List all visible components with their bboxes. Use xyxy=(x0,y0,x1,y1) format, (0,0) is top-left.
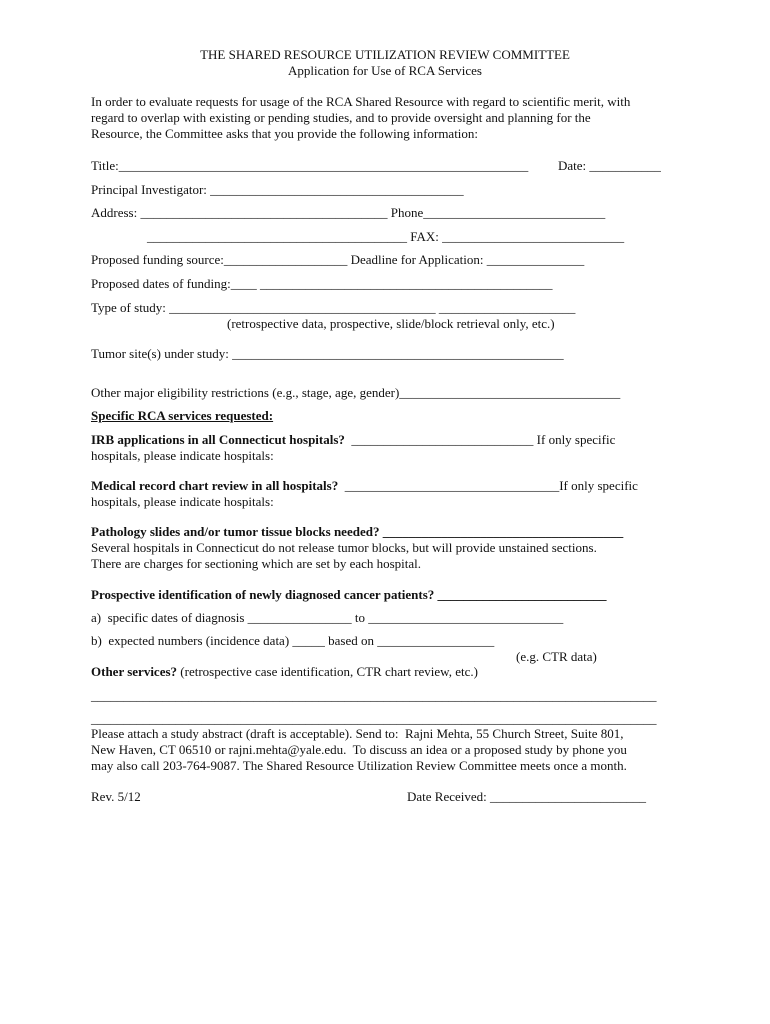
pathology-note-2: There are charges for sectioning which are set by each hospital. xyxy=(91,556,422,571)
pathology-note-1: Several hospitals in Connecticut do not release tumor blocks, but will provide unstained sections. xyxy=(91,540,597,555)
date-received-field[interactable] xyxy=(407,789,646,804)
prospective-numbers-hint: (e.g. CTR data) xyxy=(516,649,597,664)
other-services-question xyxy=(91,664,478,679)
title-field[interactable]: Title:_______________________________________________________________ xyxy=(91,158,529,173)
services-heading: Specific RCA services requested: xyxy=(91,408,274,423)
irb-question-label: IRB applications in all Connecticut hospitals? xyxy=(91,432,345,447)
funding-dates-field[interactable]: Proposed dates of funding:____ _____________________________________________ xyxy=(91,276,553,291)
funding-source-field[interactable]: Proposed funding source:___________________ Deadline for Application: _______________ xyxy=(91,252,585,267)
other-services-hint: (retrospective case identification, CTR chart review, etc.) xyxy=(177,664,478,679)
irb-question[interactable] xyxy=(91,432,615,447)
document-subtitle: Application for Use of RCA Services xyxy=(288,63,482,78)
date-received-label: Date Received: xyxy=(407,789,491,804)
chart-review-hospitals-line: hospitals, please indicate hospitals: xyxy=(91,494,274,509)
irb-answer-line[interactable]: ____________________________ If only specific xyxy=(344,432,616,447)
prospective-numbers-field[interactable]: b) expected numbers (incidence data) _____ based on __________________ xyxy=(91,633,495,648)
other-services-line-2[interactable]: _______________________________________________________________________________________ xyxy=(91,711,657,726)
eligibility-field[interactable]: Other major eligibility restrictions (e.g., stage, age, gender)__________________________________ xyxy=(91,385,621,400)
prospective-question[interactable]: Prospective identification of newly diagnosed cancer patients? __________________________ xyxy=(91,587,607,602)
date-field[interactable]: Date: ___________ xyxy=(558,158,661,173)
pathology-question[interactable]: Pathology slides and/or tumor tissue blocks needed? _____________________________________ xyxy=(91,524,624,539)
footer-note-1: Please attach a study abstract (draft is acceptable). Send to: Rajni Mehta, 55 Church Street, Suite 801, xyxy=(91,726,624,741)
chart-review-answer-line[interactable]: _________________________________If only specific xyxy=(338,478,638,493)
intro-line-2: regard to overlap with existing or pending studies, and to provide oversight and planning for the xyxy=(91,110,591,125)
revision-label: Rev. 5/12 xyxy=(91,789,141,804)
study-type-field[interactable]: Type of study: _________________________________________ _____________________ xyxy=(91,300,576,315)
irb-hospitals-line: hospitals, please indicate hospitals: xyxy=(91,448,274,463)
chart-review-question-label: Medical record chart review in all hospitals? xyxy=(91,478,339,493)
chart-review-question[interactable] xyxy=(91,478,638,493)
footer-note-3: may also call 203-764-9087. The Shared Resource Utilization Review Committee meets once a month. xyxy=(91,758,627,773)
document-title: THE SHARED RESOURCE UTILIZATION REVIEW COMMITTEE xyxy=(200,47,570,62)
date-received-line[interactable]: ________________________ xyxy=(490,789,647,804)
study-type-hint: (retrospective data, prospective, slide/block retrieval only, etc.) xyxy=(227,316,555,331)
prospective-dates-field[interactable]: a) specific dates of diagnosis ________________ to ______________________________ xyxy=(91,610,564,625)
address-phone-field[interactable]: Address: ______________________________________ Phone____________________________ xyxy=(91,205,606,220)
address-fax-field[interactable]: ________________________________________ FAX: ____________________________ xyxy=(147,229,625,244)
other-services-line-1[interactable]: _______________________________________________________________________________________ xyxy=(91,688,657,703)
intro-line-1: In order to evaluate requests for usage of the RCA Shared Resource with regard to scientific merit, with xyxy=(91,94,631,109)
intro-line-3: Resource, the Committee asks that you provide the following information: xyxy=(91,126,479,141)
footer-note-2: New Haven, CT 06510 or rajni.mehta@yale.edu. To discuss an idea or a proposed study by phone you xyxy=(91,742,627,757)
principal-investigator-field[interactable]: Principal Investigator: _______________________________________ xyxy=(91,182,464,197)
tumor-sites-field[interactable]: Tumor site(s) under study: ___________________________________________________ xyxy=(91,346,564,361)
other-services-label: Other services? xyxy=(91,664,178,679)
